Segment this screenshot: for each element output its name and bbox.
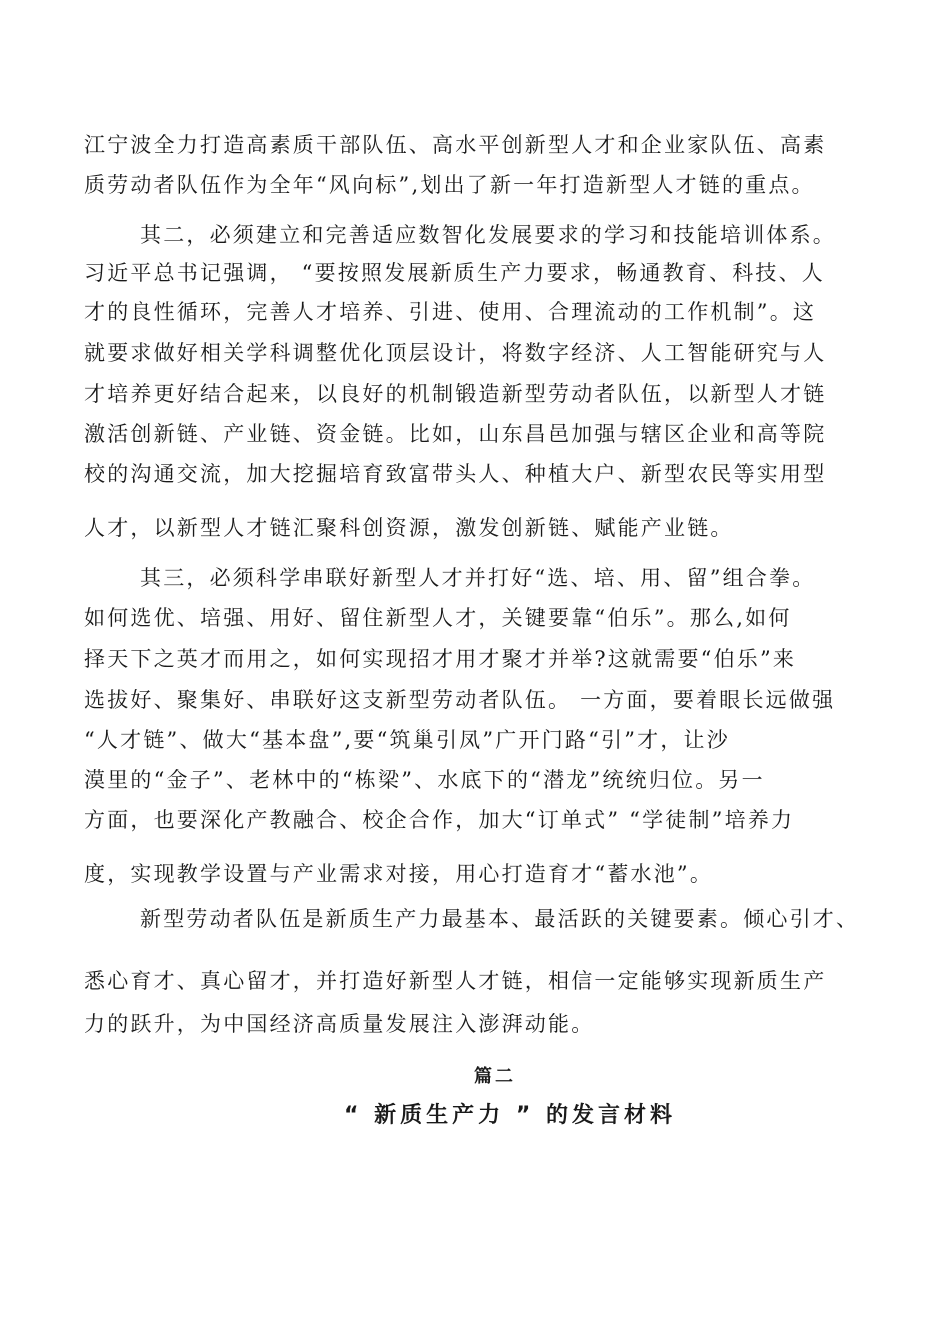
body-line-13: 择天下之英才而用之，如何实现招才用才聚才并举?这就需要“伯乐”来 [84, 647, 797, 671]
body-line-4: 习近平总书记强调， “要按照发展新质生产力要求，畅通教育、科技、人 [84, 261, 826, 285]
body-line-19: 新型劳动者队伍是新质生产力最基本、最活跃的关键要素。倾心引才、 [140, 907, 860, 931]
body-line-8: 激活创新链、产业链、资金链。比如，山东昌邑加强与辖区企业和高等院 [84, 422, 827, 446]
body-line-3: 其二，必须建立和完善适应数智化发展要求的学习和技能培训体系。 [140, 223, 836, 247]
section-title: “ 新质生产力 ” 的发言材料 [344, 1103, 676, 1128]
body-line-11: 其三，必须科学串联好新型人才并打好“选、培、用、留”组合拳。 [140, 566, 816, 590]
body-line-16: 漠里的“金子”、老林中的“栋梁”、水底下的“潜龙”统统归位。另一 [84, 768, 765, 792]
body-line-14: 选拔好、聚集好、串联好这支新型劳动者队伍。 一方面，要着眼长远做强 [84, 688, 836, 712]
body-line-5: 才的良性循环，完善人才培养、引进、使用、合理流动的工作机制”。这 [84, 300, 817, 324]
body-line-21: 力的跃升，为中国经济高质量发展注入澎湃动能。 [84, 1012, 595, 1036]
body-line-6: 就要求做好相关学科调整优化顶层设计，将数字经济、人工智能研究与人 [84, 341, 827, 365]
body-line-2: 质劳动者队伍作为全年“风向标”,划出了新一年打造新型人才链的重点。 [84, 173, 815, 197]
body-line-7: 才培养更好结合起来，以良好的机制锻造新型劳动者队伍，以新型人才链 [84, 382, 827, 406]
body-line-20: 悉心育才、真心留才，并打造好新型人才链，相信一定能够实现新质生产 [84, 969, 827, 993]
body-line-17: 方面，也要深化产教融合、校企合作，加大“订单式” “学徒制”培养力 [84, 808, 795, 832]
body-line-10: 人才，以新型人才链汇聚科创资源，激发创新链、赋能产业链。 [84, 516, 734, 540]
body-line-9: 校的沟通交流，加大挖掘培育致富带头人、种植大户、新型农民等实用型 [84, 462, 827, 486]
body-line-18: 度，实现教学设置与产业需求对接，用心打造育才“蓄水池”。 [84, 862, 714, 886]
body-line-12: 如何选优、培强、用好、留住新型人才，关键要靠“伯乐”。那么,如何 [84, 606, 792, 630]
section-label: 篇二 [474, 1066, 516, 1087]
body-line-1: 江宁波全力打造高素质干部队伍、高水平创新型人才和企业家队伍、高素 [84, 133, 827, 157]
body-line-15: “人才链”、做大“基本盘”,要“筑巢引凤”广开门路“引”才，让沙 [84, 728, 730, 752]
